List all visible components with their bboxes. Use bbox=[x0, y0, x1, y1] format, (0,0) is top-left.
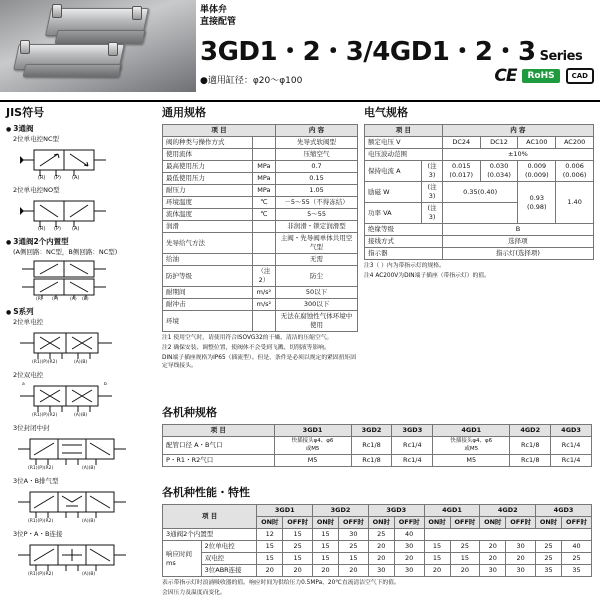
cell-value: 15 bbox=[313, 541, 339, 553]
cell-value: 主阀・先导阀单体共用空气型 bbox=[276, 233, 358, 254]
cell-value-paren: (0.034) bbox=[487, 171, 511, 179]
cell-value-paren: (0.006) bbox=[562, 171, 587, 179]
footnote-1: 表示带指示灯时浪涌吸收器的值。响应时间为供给压力0.5MPa、20℃直流清洁空气下的值。 bbox=[162, 580, 400, 586]
cell-value: Rc1/8 bbox=[351, 455, 392, 467]
cell-value: 50以下 bbox=[276, 287, 358, 299]
cell-value: 20 bbox=[480, 553, 506, 565]
ac100-va-paren: (0.98) bbox=[527, 202, 547, 211]
table-row bbox=[365, 248, 594, 260]
cell-value: 20 bbox=[450, 565, 480, 577]
svg-text:(A)(B): (A)(B) bbox=[74, 413, 88, 418]
jis-symbol bbox=[16, 435, 156, 473]
electric-spec-column bbox=[364, 104, 594, 280]
cell-unit: MPa bbox=[252, 161, 275, 173]
cell-label: 阀的种类与操作方式 bbox=[163, 137, 253, 149]
cell-value: 40 bbox=[394, 529, 424, 541]
models-table bbox=[162, 424, 592, 467]
sub-on: ON时 bbox=[424, 517, 450, 529]
table-row bbox=[163, 266, 358, 287]
valve-base-bottom bbox=[23, 64, 122, 77]
performance-table bbox=[162, 504, 592, 577]
cell-value: 20 bbox=[394, 553, 424, 565]
svg-text:(A): (A) bbox=[70, 297, 77, 301]
col-4gd1: 4GD1 bbox=[433, 425, 510, 437]
cell-value: 15 bbox=[339, 553, 369, 565]
cell-label: 配管口径 A・B气口 bbox=[163, 437, 275, 455]
svg-text:(R1)(P)(R2): (R1)(P)(R2) bbox=[28, 466, 54, 471]
cell-value: 15 bbox=[313, 529, 339, 541]
general-note-3: DIN端子插座规格为IP65（插流型）。但是，条件是必须以规定的紧固扭矩固定导线接头。 bbox=[162, 355, 357, 369]
table-row bbox=[163, 221, 358, 233]
jis-item bbox=[6, 530, 156, 579]
electric-spec-title: 电气规格 bbox=[364, 106, 408, 119]
electric-note-1: 注3（ ）内为带指示灯的规格。 bbox=[364, 263, 445, 269]
general-note-2: 注2 确保安装、调整位置，使阀体不会受到飞溅、切削液等影响。 bbox=[162, 345, 330, 351]
svg-text:(R1)(P)(R2): (R1)(P)(R2) bbox=[32, 360, 58, 365]
table-row bbox=[365, 224, 594, 236]
cell-value: 0.15 bbox=[276, 173, 358, 185]
table-row bbox=[163, 185, 358, 197]
jis-symbol bbox=[16, 197, 156, 233]
cell-value: 5～55 bbox=[276, 209, 358, 221]
cell-value: Rc1/8 bbox=[510, 455, 551, 467]
jis-sub: 3位封闭中封 bbox=[13, 424, 50, 432]
ce-mark: CE bbox=[494, 66, 517, 86]
cell-note: (注3) bbox=[422, 161, 443, 182]
sub-on: ON时 bbox=[480, 517, 506, 529]
col-item: 项 目 bbox=[163, 505, 257, 529]
cell-value: B bbox=[442, 224, 593, 236]
jis-item bbox=[6, 477, 156, 526]
svg-text:(P): (P) bbox=[54, 226, 61, 231]
svg-text:(A)(B): (A)(B) bbox=[82, 519, 96, 524]
svg-text:(R): (R) bbox=[38, 175, 46, 180]
jis-sub: 2位双电控 bbox=[13, 371, 44, 379]
cell-unit bbox=[252, 221, 275, 233]
sub-on: ON时 bbox=[257, 517, 283, 529]
cell-label: 保持电流 A bbox=[365, 161, 422, 182]
performance-section bbox=[162, 484, 592, 597]
svg-text:(R): (R) bbox=[36, 297, 43, 301]
cell-unit bbox=[252, 311, 275, 332]
col-4gd2: 4GD2 bbox=[480, 505, 536, 517]
table-row bbox=[365, 182, 594, 203]
cell-value: 30 bbox=[394, 541, 424, 553]
cell-label: 额定电压 V bbox=[365, 137, 443, 149]
jis-item bbox=[6, 371, 156, 420]
col-item: 项 目 bbox=[163, 125, 276, 137]
performance-title: 各机种性能・特性 bbox=[162, 486, 250, 499]
table-header-row bbox=[163, 125, 358, 137]
cell-empty bbox=[424, 529, 591, 541]
cell-label: 最低使用压力 bbox=[163, 173, 253, 185]
cell-value: 30 bbox=[506, 541, 536, 553]
sub-off: OFF时 bbox=[506, 517, 536, 529]
cell-note: (注3) bbox=[422, 182, 443, 203]
cell-value: 25 bbox=[562, 553, 592, 565]
general-note-1: 注1 使用空气时，请使用符合ISOVG32的干燥、清洁的压缩空气。 bbox=[162, 335, 333, 341]
cell-value: 15 bbox=[424, 553, 450, 565]
svg-text:(A): (A) bbox=[72, 226, 80, 231]
svg-text:(A)(B): (A)(B) bbox=[74, 360, 88, 365]
cell-value bbox=[518, 182, 556, 224]
svg-text:(A)(B): (A)(B) bbox=[82, 572, 96, 577]
col-content: 内 容 bbox=[442, 125, 593, 137]
jis-symbol bbox=[16, 259, 156, 303]
sub-on: ON时 bbox=[368, 517, 394, 529]
cell-value: 40 bbox=[562, 541, 592, 553]
table-row bbox=[163, 137, 358, 149]
table-row bbox=[163, 173, 358, 185]
cell-value: 快插接头φ4、φ6 或M5 bbox=[274, 437, 351, 455]
table-row bbox=[163, 233, 358, 254]
table-row bbox=[163, 299, 358, 311]
jis-symbol bbox=[16, 541, 156, 579]
jis-item bbox=[6, 307, 156, 367]
cell-unit bbox=[252, 137, 275, 149]
cell-label: 耐期间 bbox=[163, 287, 253, 299]
svg-text:(P): (P) bbox=[54, 175, 61, 180]
cell-label: 耐冲击 bbox=[163, 299, 253, 311]
table-row bbox=[163, 209, 358, 221]
page-title bbox=[200, 31, 596, 68]
cell-value: 30 bbox=[368, 565, 394, 577]
valve-base-top bbox=[55, 30, 146, 44]
cell-label: 励磁 W bbox=[365, 182, 422, 203]
cell-note: (注3) bbox=[422, 203, 443, 224]
product-photo bbox=[0, 0, 196, 92]
table-header-row bbox=[163, 505, 592, 517]
jis-sub: 2位单电控 bbox=[13, 318, 44, 326]
bore-text: 適用缸径：φ20～φ100 bbox=[207, 76, 303, 86]
cell-label: 3位ABR连接 bbox=[201, 565, 257, 577]
cell-label: 电压波动范围 bbox=[365, 149, 443, 161]
jis-sub: 2位单电控NO型 bbox=[13, 186, 60, 194]
jis-sub: 3位P・A・B连接 bbox=[13, 530, 63, 538]
cell-value: Rc1/8 bbox=[351, 437, 392, 455]
jis-head: ● 3通阀 bbox=[6, 124, 156, 135]
cell-value: 25 bbox=[368, 529, 394, 541]
cell-value: Rc1/4 bbox=[392, 437, 433, 455]
table-row bbox=[163, 161, 358, 173]
svg-text:(R): (R) bbox=[38, 226, 46, 231]
cell-value: 25 bbox=[536, 541, 562, 553]
cell-value: Rc1/4 bbox=[551, 437, 592, 455]
cell-value: 25 bbox=[339, 541, 369, 553]
cell-value: M5 bbox=[433, 455, 510, 467]
ac100-va: 0.93 bbox=[529, 193, 545, 202]
cell-value: Rc1/4 bbox=[551, 455, 592, 467]
cell-value: 15 bbox=[283, 553, 313, 565]
models-title: 各机种规格 bbox=[162, 406, 217, 419]
svg-text:b: b bbox=[104, 382, 107, 387]
cell-label: 润滑 bbox=[163, 221, 253, 233]
col-content: 内 容 bbox=[276, 125, 358, 137]
solenoid-knob bbox=[20, 40, 30, 54]
table-row bbox=[163, 553, 592, 565]
table-row bbox=[365, 149, 594, 161]
cell-value: 15 bbox=[313, 553, 339, 565]
cell-value: 20 bbox=[339, 565, 369, 577]
cell-value: Rc1/8 bbox=[510, 437, 551, 455]
cell-unit bbox=[252, 254, 275, 266]
cell-value: 1.05 bbox=[276, 185, 358, 197]
jis-sub: (A侧回路：NC型，B侧回路：NC型) bbox=[13, 248, 118, 256]
cell-unit: （注2） bbox=[252, 266, 275, 287]
certification-marks bbox=[494, 66, 594, 86]
sub-off: OFF时 bbox=[450, 517, 480, 529]
table-row bbox=[163, 565, 592, 577]
cell-unit: ℃ bbox=[252, 197, 275, 209]
sub-off: OFF时 bbox=[394, 517, 424, 529]
cell-value: 20 bbox=[368, 541, 394, 553]
cell-value: 20 bbox=[313, 565, 339, 577]
cell-value: 30 bbox=[506, 565, 536, 577]
cell-label: 防护等级 bbox=[163, 266, 253, 287]
cell-value: 15 bbox=[283, 529, 313, 541]
cell-value-empty bbox=[442, 203, 518, 224]
cell-value: AC200 bbox=[556, 137, 594, 149]
bore-range: ●適用缸径：φ20～φ100 bbox=[200, 76, 303, 86]
jis-symbol bbox=[16, 488, 156, 526]
cell-label: 给油 bbox=[163, 254, 253, 266]
cell-value-paren: (0.017) bbox=[449, 171, 474, 179]
cell-label: P・R1・R2气口 bbox=[163, 455, 275, 467]
cell-value: 快插接头φ4、φ6 或M5 bbox=[433, 437, 510, 455]
col-3gd3: 3GD3 bbox=[392, 425, 433, 437]
cell-value: 无法在腐蚀性气体环境中使用 bbox=[276, 311, 358, 332]
cell-label: 环境 bbox=[163, 311, 253, 332]
cell-value: 35 bbox=[536, 565, 562, 577]
cell-value: 20 bbox=[283, 565, 313, 577]
table-row bbox=[163, 254, 358, 266]
table-row bbox=[163, 311, 358, 332]
cell-label-response: 响应时间 ms bbox=[163, 541, 202, 577]
cell-value: 先导式软阀型 bbox=[276, 137, 358, 149]
svg-text:(R1)(P)(R2): (R1)(P)(R2) bbox=[28, 519, 54, 524]
rohs-mark: RoHS bbox=[522, 69, 559, 83]
cell-unit: ℃ bbox=[252, 209, 275, 221]
general-spec-table bbox=[162, 124, 358, 332]
jis-sub: 2位单电控NC型 bbox=[13, 135, 60, 143]
cell-label: 接线方式 bbox=[365, 236, 443, 248]
model-title: 3GD1・2・3/4GD1・2・3 bbox=[200, 37, 536, 67]
table-row bbox=[365, 137, 594, 149]
cell-value: 30 bbox=[394, 565, 424, 577]
cell-label: 耐压力 bbox=[163, 185, 253, 197]
jis-head: ● S系列 bbox=[6, 307, 156, 318]
sub-off: OFF时 bbox=[283, 517, 313, 529]
electric-note-2: 注4 AC200V为DIN端子插座（带指示灯）的值。 bbox=[364, 273, 490, 279]
footnote-2: 会因压力及温度而变化。 bbox=[162, 590, 226, 596]
cell-value: 25 bbox=[536, 553, 562, 565]
solenoid-knob bbox=[132, 6, 142, 20]
sub-off: OFF时 bbox=[562, 517, 592, 529]
cell-value: 20 bbox=[257, 565, 283, 577]
cell-value: ±10% bbox=[442, 149, 593, 161]
col-3gd2: 3GD2 bbox=[351, 425, 392, 437]
cell-value: 30 bbox=[480, 565, 506, 577]
cad-mark: CAD bbox=[566, 68, 594, 84]
col-3gd1: 3GD1 bbox=[257, 505, 313, 517]
cell-value: 30 bbox=[339, 529, 369, 541]
cell-value: 25 bbox=[450, 541, 480, 553]
cell-value: 无需 bbox=[276, 254, 358, 266]
jis-symbol bbox=[16, 382, 156, 420]
series-label: Series bbox=[539, 49, 583, 64]
col-4gd3: 4GD3 bbox=[536, 505, 592, 517]
solenoid-knob bbox=[108, 42, 118, 56]
col-item: 项 目 bbox=[163, 425, 275, 437]
sub-off: OFF时 bbox=[339, 517, 369, 529]
cell-unit: MPa bbox=[252, 185, 275, 197]
cell-unit: m/s² bbox=[252, 287, 275, 299]
table-row bbox=[163, 541, 592, 553]
cell-unit bbox=[252, 233, 275, 254]
cell-unit: MPa bbox=[252, 173, 275, 185]
cell-label: 绝缘等级 bbox=[365, 224, 443, 236]
cell-value: 非润滑・锁定润滑型 bbox=[276, 221, 358, 233]
cell-value: 0.006 bbox=[565, 162, 584, 170]
cell-value: 0.7 bbox=[276, 161, 358, 173]
cell-label: 3通阀2个内置型 bbox=[163, 529, 257, 541]
svg-text:(R1)(P)(R2): (R1)(P)(R2) bbox=[28, 572, 54, 577]
cell-label: 流体温度 bbox=[163, 209, 253, 221]
svg-text:(P): (P) bbox=[52, 297, 59, 301]
cell-value: 12 bbox=[257, 529, 283, 541]
cell-value: M5 bbox=[274, 455, 351, 467]
table-header-row bbox=[163, 425, 592, 437]
cell-unit bbox=[252, 149, 275, 161]
svg-text:(R1)(P)(R2): (R1)(P)(R2) bbox=[32, 413, 58, 418]
cell-value: 15 bbox=[257, 541, 283, 553]
jis-item bbox=[6, 124, 156, 182]
general-spec-column bbox=[162, 104, 358, 370]
cell-value: 20 bbox=[368, 553, 394, 565]
table-row bbox=[163, 455, 592, 467]
solenoid-knob bbox=[52, 4, 62, 18]
cell-label: 先导给气方法 bbox=[163, 233, 253, 254]
sub-on: ON时 bbox=[536, 517, 562, 529]
col-4gd3: 4GD3 bbox=[551, 425, 592, 437]
cell-value: AC100 bbox=[518, 137, 556, 149]
col-4gd2: 4GD2 bbox=[510, 425, 551, 437]
cell-value: 0.030 bbox=[489, 162, 509, 170]
jis-sub: 3位A・B排气型 bbox=[13, 477, 59, 485]
cell-unit: m/s² bbox=[252, 299, 275, 311]
jis-section-title: JIS符号 bbox=[6, 106, 45, 119]
cell-value: 指示灯(选择项) bbox=[442, 248, 593, 260]
cell-value: －5～55（不得冻结） bbox=[276, 197, 358, 209]
cell-value-paren: (0.009) bbox=[524, 171, 549, 179]
table-row bbox=[163, 437, 592, 455]
header-sub1: 単体弁 bbox=[200, 5, 228, 15]
col-3gd2: 3GD2 bbox=[313, 505, 369, 517]
cell-value: 15 bbox=[450, 553, 480, 565]
cell-value: 35 bbox=[562, 565, 592, 577]
cell-value: 0.35(0.40) bbox=[442, 182, 518, 203]
cell-value: 15 bbox=[424, 541, 450, 553]
cell-value: 0.009 bbox=[527, 162, 547, 170]
cell-value: 防尘 bbox=[276, 266, 358, 287]
cell-value: 20 bbox=[424, 565, 450, 577]
jis-symbol bbox=[16, 146, 156, 182]
general-spec-title: 通用规格 bbox=[162, 106, 206, 119]
cell-value: Rc1/4 bbox=[392, 455, 433, 467]
table-row bbox=[163, 287, 358, 299]
col-item: 项 目 bbox=[365, 125, 443, 137]
cell-value: 压缩空气 bbox=[276, 149, 358, 161]
cell-value: 0.015 bbox=[451, 162, 471, 170]
table-row bbox=[365, 161, 594, 182]
cell-value: 1.40 bbox=[556, 182, 594, 224]
cell-value: 25 bbox=[283, 541, 313, 553]
page-header bbox=[0, 0, 600, 102]
svg-text:a: a bbox=[22, 382, 25, 387]
cell-value: DC24 bbox=[442, 137, 480, 149]
cell-label: 使用流体 bbox=[163, 149, 253, 161]
cell-label: 环境温度 bbox=[163, 197, 253, 209]
cell-value: DC12 bbox=[480, 137, 518, 149]
header-sub2: 直接配管 bbox=[200, 17, 237, 27]
cell-value: 300以下 bbox=[276, 299, 358, 311]
sub-on: ON时 bbox=[313, 517, 339, 529]
electric-spec-table bbox=[364, 124, 594, 260]
jis-item bbox=[6, 237, 156, 303]
jis-column bbox=[6, 104, 156, 583]
jis-symbol bbox=[16, 329, 156, 367]
table-row bbox=[163, 149, 358, 161]
cell-value: 20 bbox=[480, 541, 506, 553]
cell-label: 最高使用压力 bbox=[163, 161, 253, 173]
cell-label: 功率 VA bbox=[365, 203, 422, 224]
jis-item bbox=[6, 424, 156, 473]
svg-text:(A)(B): (A)(B) bbox=[82, 466, 96, 471]
svg-text:(B): (B) bbox=[82, 297, 89, 301]
cell-value: 选择项 bbox=[442, 236, 593, 248]
col-3gd1: 3GD1 bbox=[274, 425, 351, 437]
table-row bbox=[163, 197, 358, 209]
table-header-row bbox=[365, 125, 594, 137]
cell-value: 20 bbox=[506, 553, 536, 565]
models-section bbox=[162, 404, 592, 467]
cell-label: 2位单电控 bbox=[201, 541, 257, 553]
jis-item bbox=[6, 186, 156, 233]
table-row bbox=[163, 529, 592, 541]
svg-text:(A): (A) bbox=[72, 175, 80, 180]
col-4gd1: 4GD1 bbox=[424, 505, 480, 517]
cell-label: 双电控 bbox=[201, 553, 257, 565]
cell-value: 15 bbox=[257, 553, 283, 565]
jis-head: ● 3通阀2个内置型 bbox=[6, 237, 156, 248]
cell-label: 指示器 bbox=[365, 248, 443, 260]
col-3gd3: 3GD3 bbox=[368, 505, 424, 517]
table-row bbox=[365, 236, 594, 248]
